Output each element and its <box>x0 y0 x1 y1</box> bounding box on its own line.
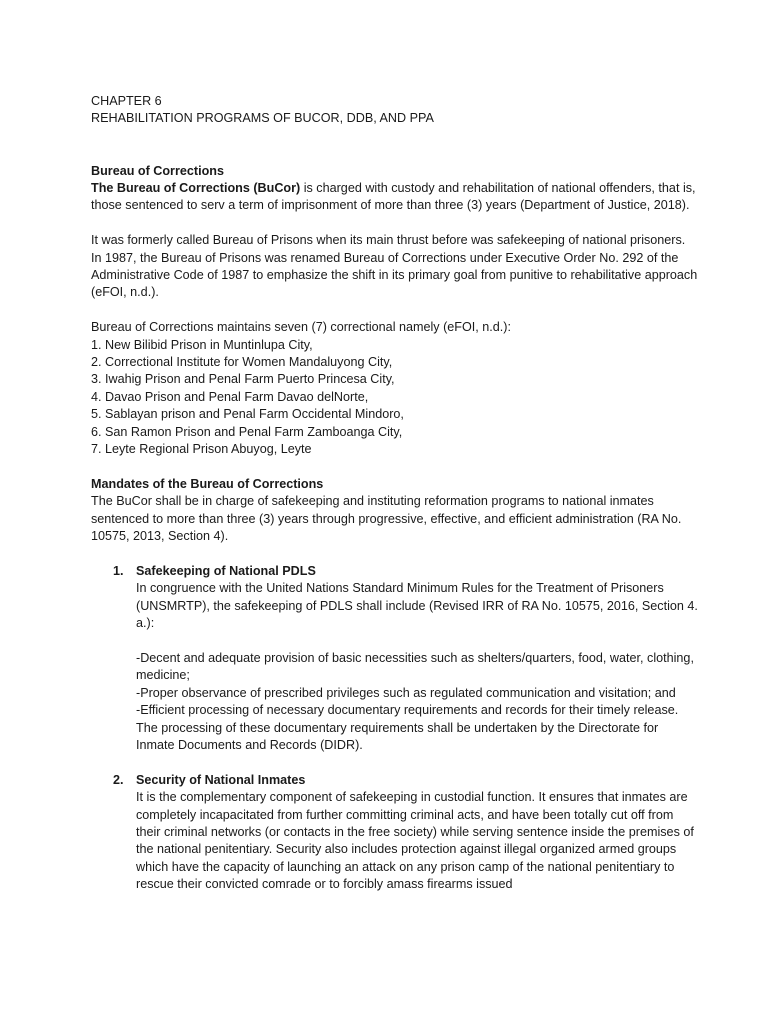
chapter-label: CHAPTER 6 <box>91 94 162 108</box>
section-title: Safekeeping of National PDLS <box>136 563 316 578</box>
section-text: In congruence with the United Nations Standard Minimum Rules for the Treatment of Prisoners (UNSMRTP), the safekeeping of PDLS shall include (Revised IRR of RA No. 10575, 2016, Section 4. a.): <box>136 581 698 631</box>
bucor-heading: Bureau of Corrections <box>91 163 224 178</box>
mandates-sections <box>91 563 698 894</box>
section-number: 1. <box>113 563 124 578</box>
section-item: -Proper observance of prescribed privileges such as regulated communication and visitation; and <box>136 685 676 700</box>
list-item: 4. Davao Prison and Penal Farm Davao delNorte, <box>91 389 369 404</box>
bucor-intro-text: is charged with custody and rehabilitation of national offenders, that is, those sentenced to serv a term of imprisonment of more than three (3) years (Department of Justice, 2018). <box>91 181 696 213</box>
bucor-intro-paragraph <box>91 180 698 215</box>
prisons-list-intro: Bureau of Corrections maintains seven (7) correctional namely (eFOI, n.d.): <box>91 320 511 335</box>
mandates-paragraph: The BuCor shall be in charge of safekeeping and instituting reformation programs to national inmates sentenced to more than three (3) years through progressive, effective, and efficient administration (RA No. 10575, 2013, Section 4). <box>91 494 682 544</box>
section-item: -Efficient processing of necessary documentary requirements and records for their timely release. The processing of these documentary requirements shall be undertaken by the Directorate for Inmate Documents and Records (DIDR). <box>136 703 679 752</box>
chapter-title: REHABILITATION PROGRAMS OF BUCOR, DDB, AND PPA <box>91 111 434 126</box>
mandates-heading: Mandates of the Bureau of Corrections <box>91 476 324 491</box>
list-item: 1. New Bilibid Prison in Muntinlupa City, <box>91 337 313 352</box>
list-item: 7. Leyte Regional Prison Abuyog, Leyte <box>91 442 312 457</box>
section-safekeeping <box>91 563 698 772</box>
list-item: 6. San Ramon Prison and Penal Farm Zamboanga City, <box>91 424 403 439</box>
bucor-intro-bold: The Bureau of Corrections (BuCor) <box>91 181 301 195</box>
list-item: 2. Correctional Institute for Women Mandaluyong City, <box>91 355 393 370</box>
list-item: 5. Sablayan prison and Penal Farm Occidental Mindoro, <box>91 407 404 422</box>
section-item: -Decent and adequate provision of basic necessities such as shelters/quarters, food, water, clothing, medicine; <box>136 650 694 683</box>
bucor-history-paragraph: It was formerly called Bureau of Prisons when its main thrust before was safekeeping of national prisoners. In 1987, the Bureau of Prisons was renamed Bureau of Corrections under Executive Order No. 292 of the Administrative Code of 1987 to emphasize the shift in its primary goal from punitive to rehabilitative approach (eFOI, n.d.). <box>91 233 698 300</box>
list-item: 3. Iwahig Prison and Penal Farm Puerto Princesa City, <box>91 372 395 387</box>
prisons-list <box>91 337 698 459</box>
section-number: 2. <box>113 772 124 787</box>
section-security <box>91 772 698 894</box>
section-text: It is the complementary component of safekeeping in custodial function. It ensures that inmates are completely incapacitated from further committing criminal acts, and have been totally cut off from their criminal networks (or contacts in the free society) while serving sentence inside the premises of the national penitentiary. Security also includes protection against illegal organized armed groups which have the capacity of launching an attack on any prison camp of the national penitentiary to rescue their convicted comrade or to forcibly amass firearms issued <box>136 790 694 892</box>
section-title: Security of National Inmates <box>136 772 306 787</box>
